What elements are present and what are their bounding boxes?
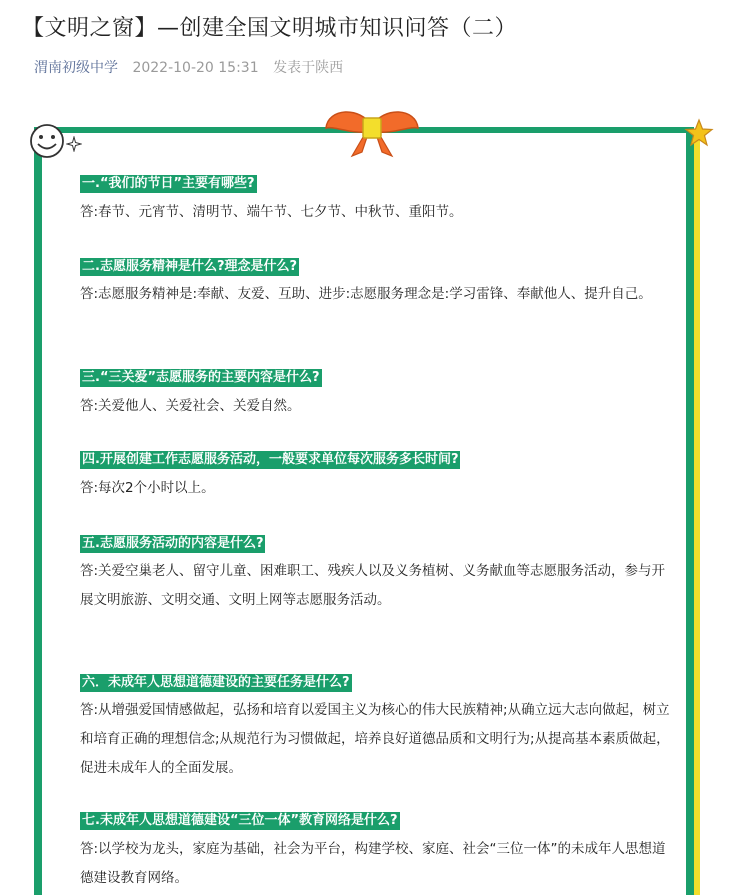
frame-right-accent [694, 140, 700, 895]
question-1: 一.“我们的节日”主要有哪些? [82, 176, 255, 191]
publish-location: 发表于陕西 [273, 60, 344, 76]
publish-datetime: 2022-10-20 15:31 [132, 60, 259, 76]
frame-left-border [34, 127, 42, 895]
question-2: 二.志愿服务精神是什么?理念是什么? [82, 259, 298, 274]
question-4: 四.开展创建工作志愿服务活动，一般要求单位每次服务多长时间? [82, 452, 459, 467]
question-6: 六．未成年人思想道德建设的主要任务是什么? [82, 675, 350, 690]
sparkle-icon [66, 136, 82, 152]
author-link[interactable]: 渭南初级中学 [34, 60, 118, 76]
answer-1: 答:春节、元宵节、清明节、端午节、七夕节、中秋节、重阳节。 [80, 204, 463, 220]
star-icon [684, 118, 714, 148]
question-3: 三.“三关爱”志愿服务的主要内容是什么? [82, 370, 320, 385]
answer-5: 答:关爱空巢老人、留守儿童、困难职工、残疾人以及义务植树、义务献血等志愿服务活动，参与开展文明旅游、文明交通、文明上网等志愿服务活动。 [80, 563, 666, 608]
answer-2: 答:志愿服务精神是:奉献、友爱、互助、进步:志愿服务理念是:学习雷锋、奉献他人、提升自己。 [80, 286, 652, 302]
question-5: 五.志愿服务活动的内容是什么? [82, 536, 264, 551]
answer-3: 答:关爱他人、关爱社会、关爱自然。 [80, 398, 301, 414]
frame-right-border [686, 127, 694, 895]
article-title: 【文明之窗】—创建全国文明城市知识问答（二） [22, 16, 518, 41]
answer-4: 答:每次2个小时以上。 [80, 480, 215, 496]
question-7: 七.未成年人思想道德建设“三位一体”教育网络是什么? [82, 813, 398, 828]
ribbon-bow-icon [322, 104, 422, 158]
answer-6: 答:从增强爱国情感做起，弘扬和培育以爱国主义为核心的伟大民族精神;从确立远大志向做起，树立和培育正确的理想信念;从规范行为习惯做起，培养良好道德品质和文明行为;从提高基本素质做起，促进未成年人的全面发展。 [80, 702, 670, 776]
smiley-face-icon [28, 122, 66, 160]
article-meta [34, 58, 343, 78]
answer-7: 答:以学校为龙头，家庭为基础，社会为平台，构建学校、家庭、社会“三位一体”的未成年人思想道德建设教育网络。 [80, 841, 666, 886]
